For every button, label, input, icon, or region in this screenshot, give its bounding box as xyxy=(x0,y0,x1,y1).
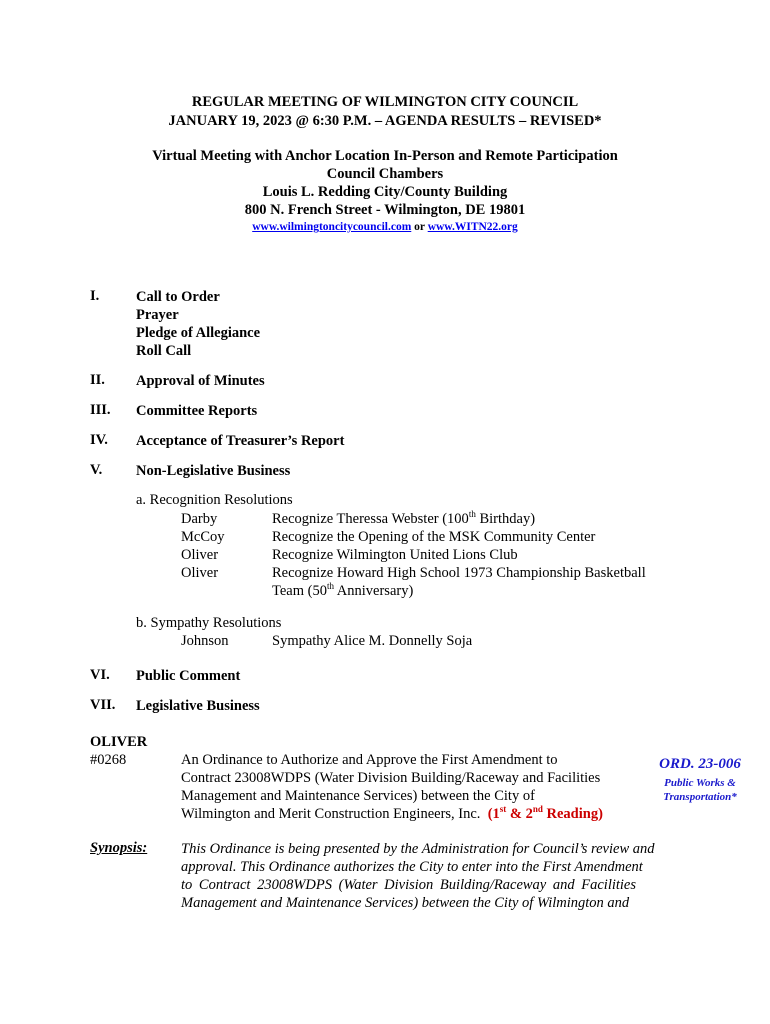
location-line-3: Louis L. Redding City/County Building xyxy=(262,184,508,200)
recognition-text-continuation: Team (50th Anniversary) xyxy=(272,581,414,599)
section-1-items xyxy=(136,288,260,360)
ordinance-sponsor: OLIVER xyxy=(90,734,148,750)
section-numeral-4: IV. xyxy=(90,432,108,448)
location-line-2: Council Chambers xyxy=(326,166,444,182)
agenda-item-prayer: Prayer xyxy=(136,307,179,323)
section-numeral-3: III. xyxy=(90,402,111,418)
website-links xyxy=(0,221,770,233)
council-website-link[interactable]: www.wilmingtoncitycouncil.com xyxy=(252,221,412,233)
ordinance-description: An Ordinance to Authorize and Approve the First Amendment to Contract 23008WDPS (Water Division Building/Raceway and Facilities Management and Maintenance Services) between the City of Wilmington and Merit Construction Engineers, Inc. (1st & 2nd Reading) xyxy=(181,752,603,822)
section-numeral-6: VI. xyxy=(90,667,110,683)
agenda-item-pledge: Pledge of Allegiance xyxy=(136,325,261,341)
agenda-item-committee-reports: Committee Reports xyxy=(136,403,258,419)
agenda-item-public-comment: Public Comment xyxy=(136,668,241,684)
committee-line-1: Public Works & xyxy=(664,777,736,789)
agenda-item-call-to-order: Call to Order xyxy=(136,289,220,305)
ordinance-number: #0268 xyxy=(90,752,127,768)
committee-line-2: Transportation* xyxy=(663,791,737,803)
location-line-4: 800 N. French Street - Wilmington, DE 19801 xyxy=(244,202,526,218)
recognition-text: Recognize Howard High School 1973 Championship Basketball xyxy=(272,565,646,581)
recognition-text: Recognize the Opening of the MSK Community Center xyxy=(272,529,596,545)
recognition-heading: a. Recognition Resolutions xyxy=(136,492,293,508)
recognition-sponsor: Darby xyxy=(181,511,218,527)
section-numeral-7: VII. xyxy=(90,697,116,713)
recognition-sponsor: Oliver xyxy=(181,547,219,563)
ordinance-id-block xyxy=(648,756,752,804)
agenda-item-treasurer-report: Acceptance of Treasurer’s Report xyxy=(136,433,345,449)
ordinance-id: ORD. 23-006 xyxy=(659,756,741,772)
section-numeral-5: V. xyxy=(90,462,103,478)
agenda-item-legislative: Legislative Business xyxy=(136,698,260,714)
recognition-sponsor: McCoy xyxy=(181,529,225,545)
agenda-item-minutes: Approval of Minutes xyxy=(136,373,265,389)
synopsis-label: Synopsis: xyxy=(90,840,148,856)
recognition-text: Recognize Theressa Webster (100th Birthday) xyxy=(272,509,536,527)
meeting-date: JANUARY 19, 2023 @ 6:30 P.M. – AGENDA RESULTS – REVISED* xyxy=(168,113,602,129)
link-separator: or xyxy=(411,221,428,233)
section-numeral-1: I. xyxy=(90,288,100,304)
sympathy-heading: b. Sympathy Resolutions xyxy=(136,615,282,631)
recognition-sponsor: Oliver xyxy=(181,565,219,581)
sympathy-text: Sympathy Alice M. Donnelly Soja xyxy=(272,633,473,649)
agenda-item-roll-call: Roll Call xyxy=(136,343,192,359)
location-line-1: Virtual Meeting with Anchor Location In-Person and Remote Participation xyxy=(152,148,618,164)
reading-status: (1st & 2nd Reading) xyxy=(487,804,603,822)
section-numeral-2: II. xyxy=(90,372,105,388)
agenda-item-non-legislative: Non-Legislative Business xyxy=(136,463,291,479)
witn22-website-link[interactable]: www.WITN22.org xyxy=(427,221,518,233)
recognition-text: Recognize Wilmington United Lions Club xyxy=(272,547,518,563)
meeting-title: REGULAR MEETING OF WILMINGTON CITY COUNCIL xyxy=(191,94,579,110)
synopsis-text: This Ordinance is being presented by the Administration for Council’s review and approval. This Ordinance authorizes the City to enter into the First Amendment to Contract 23008WDPS (Water Division Building/Raceway and Facilities Management and Maintenance Services) between the City of Wilmington and xyxy=(181,841,655,911)
sympathy-sponsor: Johnson xyxy=(181,633,229,649)
